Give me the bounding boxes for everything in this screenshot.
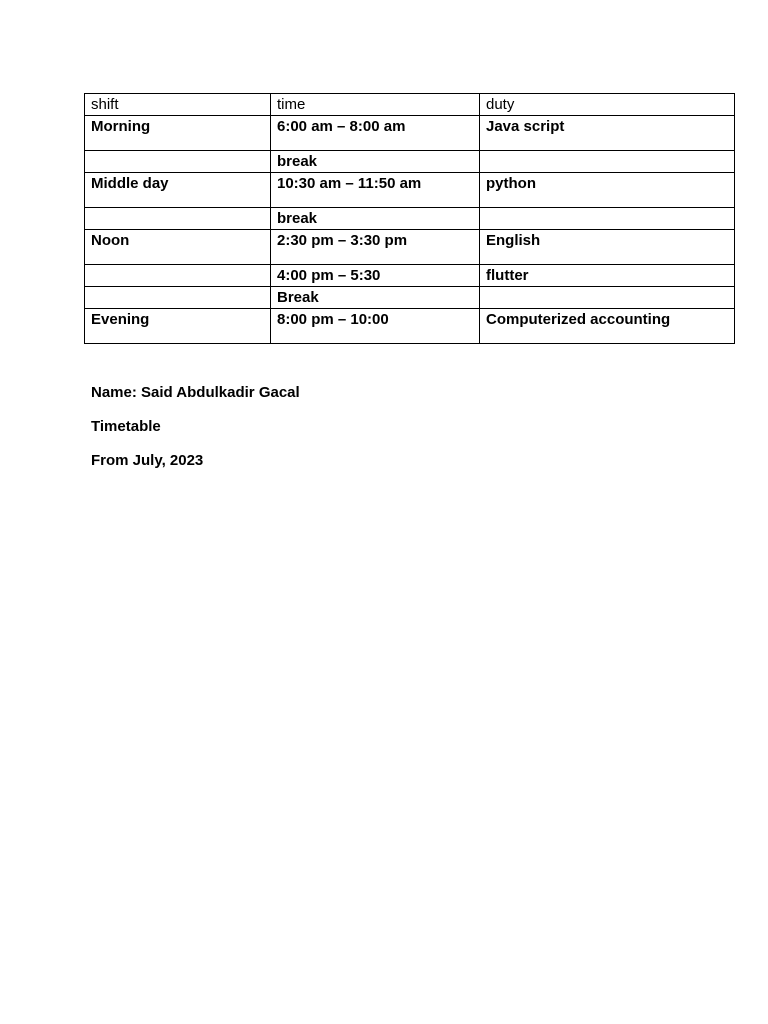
document-title: Timetable: [91, 418, 161, 435]
cell-duty: flutter: [480, 265, 735, 287]
cell-time: Break: [271, 287, 480, 309]
table-row: [85, 309, 735, 344]
cell-time: 10:30 am – 11:50 am: [271, 173, 480, 208]
table-row: [85, 116, 735, 151]
cell-duty: Java script: [480, 116, 735, 151]
cell-time: 2:30 pm – 3:30 pm: [271, 230, 480, 265]
cell-time: 6:00 am – 8:00 am: [271, 116, 480, 151]
table-header-row: [85, 94, 735, 116]
cell-duty: [480, 208, 735, 230]
cell-shift: [85, 151, 271, 173]
cell-shift: [85, 287, 271, 309]
table-row: [85, 173, 735, 208]
cell-shift: Evening: [85, 309, 271, 344]
table-row: [85, 208, 735, 230]
cell-duty: [480, 151, 735, 173]
cell-time: 4:00 pm – 5:30: [271, 265, 480, 287]
cell-duty: python: [480, 173, 735, 208]
cell-duty: [480, 287, 735, 309]
header-shift: shift: [85, 94, 271, 116]
table-row: [85, 287, 735, 309]
cell-duty: Computerized accounting: [480, 309, 735, 344]
document-footer: [91, 382, 300, 484]
cell-shift: [85, 208, 271, 230]
cell-shift: Noon: [85, 230, 271, 265]
table-row: [85, 265, 735, 287]
cell-shift: [85, 265, 271, 287]
cell-shift: Morning: [85, 116, 271, 151]
cell-shift: Middle day: [85, 173, 271, 208]
header-duty: duty: [480, 94, 735, 116]
table-row: [85, 151, 735, 173]
name-line: Name: Said Abdulkadir Gacal: [91, 384, 300, 401]
date-line: From July, 2023: [91, 452, 204, 469]
cell-duty: English: [480, 230, 735, 265]
cell-time: break: [271, 151, 480, 173]
table-row: [85, 230, 735, 265]
cell-time: 8:00 pm – 10:00: [271, 309, 480, 344]
header-time: time: [271, 94, 480, 116]
cell-time: break: [271, 208, 480, 230]
timetable: [84, 93, 735, 344]
